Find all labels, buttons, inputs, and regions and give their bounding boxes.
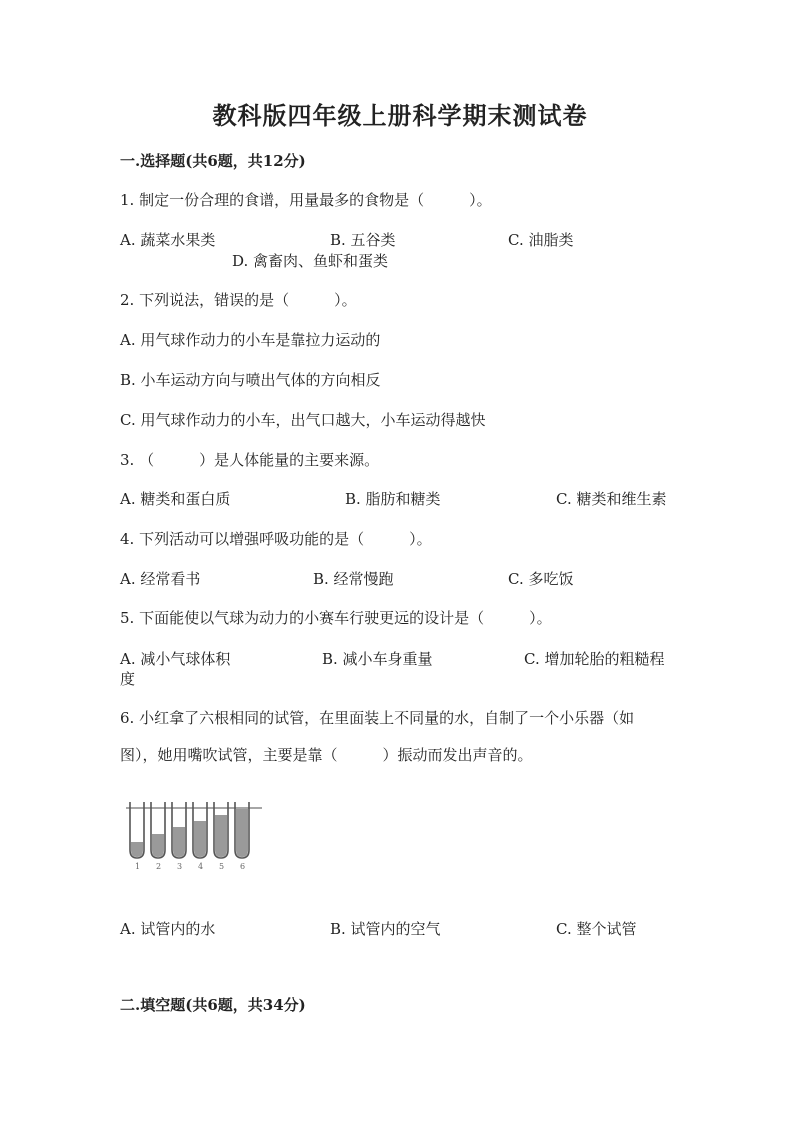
- test-tubes-figure: [124, 800, 264, 872]
- section-heading-choice: 一.选择题(共6题，共12分): [120, 152, 306, 170]
- tube-label-3: 3: [177, 862, 183, 871]
- question-4-option-c: C. 多吃饭: [508, 570, 574, 588]
- tube-label-2: 2: [156, 862, 162, 871]
- question-5-option-a: A. 减小气球体积: [120, 650, 231, 668]
- question-3-option-b: B. 脂肪和糖类: [345, 490, 441, 508]
- question-3-stem: 3. （ ）是人体能量的主要来源。: [120, 451, 380, 469]
- tube-label-6: 6: [240, 862, 246, 871]
- question-2-option-c: C. 用气球作动力的小车，出气口越大，小车运动得越快: [120, 411, 486, 429]
- question-6-option-a: A. 试管内的水: [120, 920, 216, 938]
- question-5-option-c-wrap: 度: [120, 670, 136, 688]
- question-1-option-c: C. 油脂类: [508, 231, 574, 249]
- test-tube-6: [235, 802, 249, 858]
- tube-label-1: 1: [135, 862, 141, 871]
- question-2-option-a: A. 用气球作动力的小车是靠拉力运动的: [120, 331, 381, 349]
- question-4-stem: 4. 下列活动可以增强呼吸功能的是（ ）。: [120, 530, 432, 548]
- question-3-option-a: A. 糖类和蛋白质: [120, 490, 231, 508]
- question-1-option-a: A. 蔬菜水果类: [120, 231, 216, 249]
- question-6-option-b: B. 试管内的空气: [330, 920, 441, 938]
- tube-label-4: 4: [198, 862, 204, 871]
- question-5-option-b: B. 减小车身重量: [322, 650, 433, 668]
- page-title: 教科版四年级上册科学期末测试卷: [212, 101, 588, 130]
- question-2-stem: 2. 下列说法，错误的是（ ）。: [120, 291, 357, 309]
- test-tube-2: [151, 802, 165, 858]
- question-6-option-c: C. 整个试管: [556, 920, 637, 938]
- question-1-stem: 1. 制定一份合理的食谱，用量最多的食物是（ ）。: [120, 191, 492, 209]
- test-tube-4: [193, 802, 207, 858]
- test-tube-5: [214, 802, 228, 858]
- question-5-option-c: C. 增加轮胎的粗糙程: [524, 650, 665, 668]
- question-1-option-b: B. 五谷类: [330, 231, 396, 249]
- question-5-stem: 5. 下面能使以气球为动力的小赛车行驶更远的设计是（ ）。: [120, 609, 552, 627]
- question-3-option-c: C. 糖类和维生素: [556, 490, 667, 508]
- tube-label-5: 5: [219, 862, 225, 871]
- question-2-option-b: B. 小车运动方向与喷出气体的方向相反: [120, 371, 381, 389]
- test-tube-1: [130, 802, 144, 858]
- question-6-stem: 6. 小红拿了六根相同的试管，在里面装上不同量的水，自制了一个小乐器（如: [120, 709, 635, 727]
- section-heading-fill-blank: 二.填空题(共6题，共34分): [120, 996, 306, 1014]
- question-1-option-d: D. 禽畜肉、鱼虾和蛋类: [232, 252, 389, 270]
- question-4-option-b: B. 经常慢跑: [313, 570, 394, 588]
- test-tube-3: [172, 802, 186, 858]
- question-4-option-a: A. 经常看书: [120, 570, 201, 588]
- question-6-stem-line2: 图），她用嘴吹试管，主要是靠（ ）振动而发出声音的。: [120, 746, 533, 764]
